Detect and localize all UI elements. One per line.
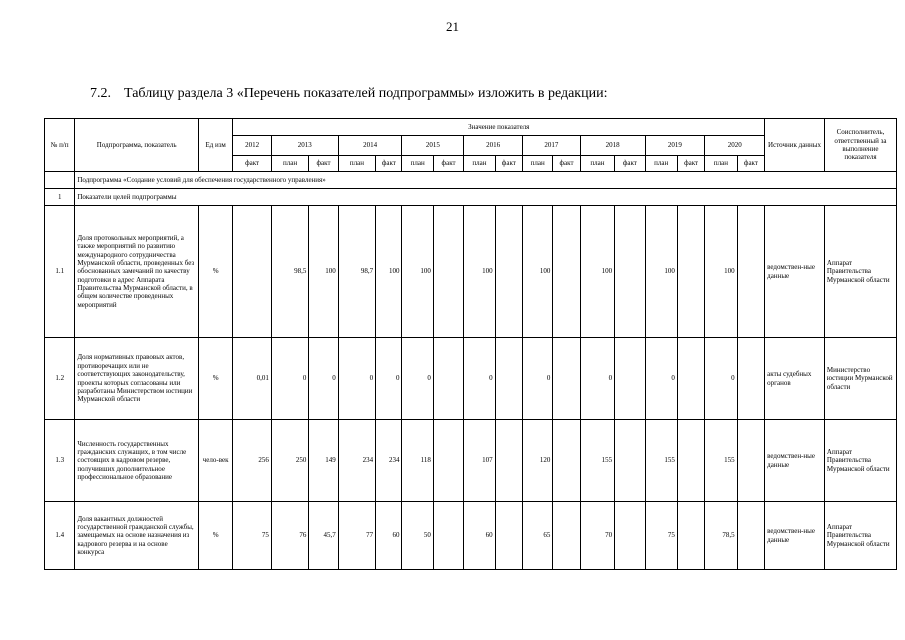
indicator-name: Доля нормативных правовых актов, противоречащих или не соответствующих законодательству, проекты которых согласованы или разработаны Министерством юстиции Мурманской области [75, 338, 199, 420]
indicator-unit: % [198, 502, 232, 570]
heading-number: 7.2. [90, 86, 111, 101]
value-cell: 155 [580, 420, 614, 502]
fact-label-2019: факт [677, 156, 704, 172]
value-cell: 75 [233, 502, 271, 570]
indicator-unit: % [198, 338, 232, 420]
value-cell [553, 206, 580, 338]
value-cell: 0 [464, 338, 495, 420]
value-cell: 98,7 [338, 206, 375, 338]
value-cell [433, 502, 463, 570]
value-cell: 256 [233, 420, 271, 502]
section-num: 1 [45, 189, 75, 206]
table-row [45, 338, 897, 420]
value-cell: 77 [338, 502, 375, 570]
value-cell: 100 [464, 206, 495, 338]
responsible-executor: Аппарат Правительства Мурманской области [824, 420, 896, 502]
indicator-name: Доля вакантных должностей государственной гражданской службы, замещаемых на основе назначения из кадрового резерва и на основе конкурса [75, 502, 199, 570]
indicator-unit: чело-век [198, 420, 232, 502]
value-cell [677, 338, 704, 420]
year-2017: 2017 [522, 136, 580, 156]
value-cell [495, 420, 522, 502]
header-num: № п/п [45, 119, 75, 172]
value-cell: 65 [522, 502, 552, 570]
fact-label-2012: факт [233, 156, 271, 172]
value-cell: 107 [464, 420, 495, 502]
value-cell: 100 [376, 206, 402, 338]
value-cell: 70 [580, 502, 614, 570]
value-cell: 100 [522, 206, 552, 338]
value-cell: 0 [705, 338, 737, 420]
value-cell [737, 338, 764, 420]
data-source: ведомствен-ные данные [765, 206, 825, 338]
header-value-group: Значение показателя [233, 119, 765, 136]
year-2014: 2014 [338, 136, 402, 156]
plan-label-2019: план [645, 156, 677, 172]
value-cell: 0 [645, 338, 677, 420]
value-cell: 60 [376, 502, 402, 570]
heading-text: Таблицу раздела 3 «Перечень показателей подпрограммы» изложить в редакции: [124, 86, 608, 101]
subprogram-title: Подпрограмма «Создание условий для обеспечения государственного управления» [75, 172, 897, 189]
value-cell: 0 [580, 338, 614, 420]
fact-label-2015: факт [433, 156, 463, 172]
value-cell [615, 338, 645, 420]
fact-label-2013: факт [309, 156, 338, 172]
value-cell: 0 [522, 338, 552, 420]
section-title: Показатели целей подпрограммы [75, 189, 897, 206]
indicators-table [44, 118, 897, 570]
value-cell: 100 [705, 206, 737, 338]
responsible-executor: Аппарат Правительства Мурманской области [824, 502, 896, 570]
data-source: ведомствен-ные данные [765, 420, 825, 502]
plan-label-2017: план [522, 156, 552, 172]
plan-label-2015: план [402, 156, 433, 172]
header-unit: Ед изм [198, 119, 232, 172]
value-cell: 149 [309, 420, 338, 502]
plan-label-2018: план [580, 156, 614, 172]
value-cell: 250 [271, 420, 308, 502]
value-cell [737, 206, 764, 338]
value-cell: 234 [338, 420, 375, 502]
page-number: 21 [446, 19, 459, 34]
value-cell [433, 420, 463, 502]
plan-label-2016: план [464, 156, 495, 172]
responsible-executor: Министерство юстиции Мурманской области [824, 338, 896, 420]
value-cell [495, 502, 522, 570]
year-2015: 2015 [402, 136, 464, 156]
empty-cell [45, 172, 75, 189]
value-cell [615, 206, 645, 338]
fact-label-2016: факт [495, 156, 522, 172]
row-num: 1.2 [45, 338, 75, 420]
value-cell: 0 [376, 338, 402, 420]
value-cell: 76 [271, 502, 308, 570]
fact-label-2018: факт [615, 156, 645, 172]
table-row [45, 502, 897, 570]
fact-label-2020: факт [737, 156, 764, 172]
value-cell: 100 [645, 206, 677, 338]
row-num: 1.1 [45, 206, 75, 338]
value-cell: 45,7 [309, 502, 338, 570]
value-cell [615, 502, 645, 570]
value-cell [615, 420, 645, 502]
data-source: ведомствен-ные данные [765, 502, 825, 570]
year-2019: 2019 [645, 136, 705, 156]
section-heading [90, 86, 607, 102]
value-cell [737, 502, 764, 570]
row-num: 1.4 [45, 502, 75, 570]
value-cell: 100 [402, 206, 433, 338]
value-cell: 98,5 [271, 206, 308, 338]
indicator-unit: % [198, 206, 232, 338]
year-2020: 2020 [705, 136, 765, 156]
value-cell: 100 [309, 206, 338, 338]
value-cell [737, 420, 764, 502]
value-cell [495, 206, 522, 338]
year-2016: 2016 [464, 136, 523, 156]
value-cell: 78,5 [705, 502, 737, 570]
value-cell: 155 [645, 420, 677, 502]
fact-label-2017: факт [553, 156, 580, 172]
value-cell [553, 502, 580, 570]
value-cell [433, 338, 463, 420]
value-cell: 0 [271, 338, 308, 420]
table-row [45, 420, 897, 502]
value-cell [677, 420, 704, 502]
value-cell: 60 [464, 502, 495, 570]
responsible-executor: Аппарат Правительства Мурманской области [824, 206, 896, 338]
plan-label-2013: план [271, 156, 308, 172]
header-program: Подпрограмма, показатель [75, 119, 199, 172]
header-executor: Соисполнитель, ответственный за выполнение показателя [824, 119, 896, 172]
value-cell [553, 338, 580, 420]
row-num: 1.3 [45, 420, 75, 502]
data-source: акты судебных органов [765, 338, 825, 420]
value-cell [233, 206, 271, 338]
fact-label-2014: факт [376, 156, 402, 172]
value-cell: 0 [309, 338, 338, 420]
value-cell [433, 206, 463, 338]
value-cell: 75 [645, 502, 677, 570]
year-2013: 2013 [271, 136, 338, 156]
header-source: Источник данных [765, 119, 825, 172]
indicator-name: Доля протокольных мероприятий, а также мероприятий по развитию международного сотрудничества Мурманской области, проведенных без обоснованных замечаний по качеству подготовки в адрес Аппарата Правительства Мурманской области, в общем количестве проведенных мероприятий [75, 206, 199, 338]
value-cell: 155 [705, 420, 737, 502]
plan-label-2020: план [705, 156, 737, 172]
value-cell [553, 420, 580, 502]
value-cell [677, 206, 704, 338]
value-cell: 0 [402, 338, 433, 420]
table-row [45, 206, 897, 338]
plan-label-2014: план [338, 156, 375, 172]
year-2018: 2018 [580, 136, 645, 156]
value-cell: 100 [580, 206, 614, 338]
value-cell: 120 [522, 420, 552, 502]
year-2012: 2012 [233, 136, 271, 156]
value-cell [677, 502, 704, 570]
value-cell [495, 338, 522, 420]
value-cell: 50 [402, 502, 433, 570]
value-cell: 118 [402, 420, 433, 502]
value-cell: 234 [376, 420, 402, 502]
value-cell: 0 [338, 338, 375, 420]
indicator-name: Численность государственных гражданских служащих, в том числе состоящих в кадровом резерве, получивших дополнительное профессиональное образование [75, 420, 199, 502]
value-cell: 0,01 [233, 338, 271, 420]
